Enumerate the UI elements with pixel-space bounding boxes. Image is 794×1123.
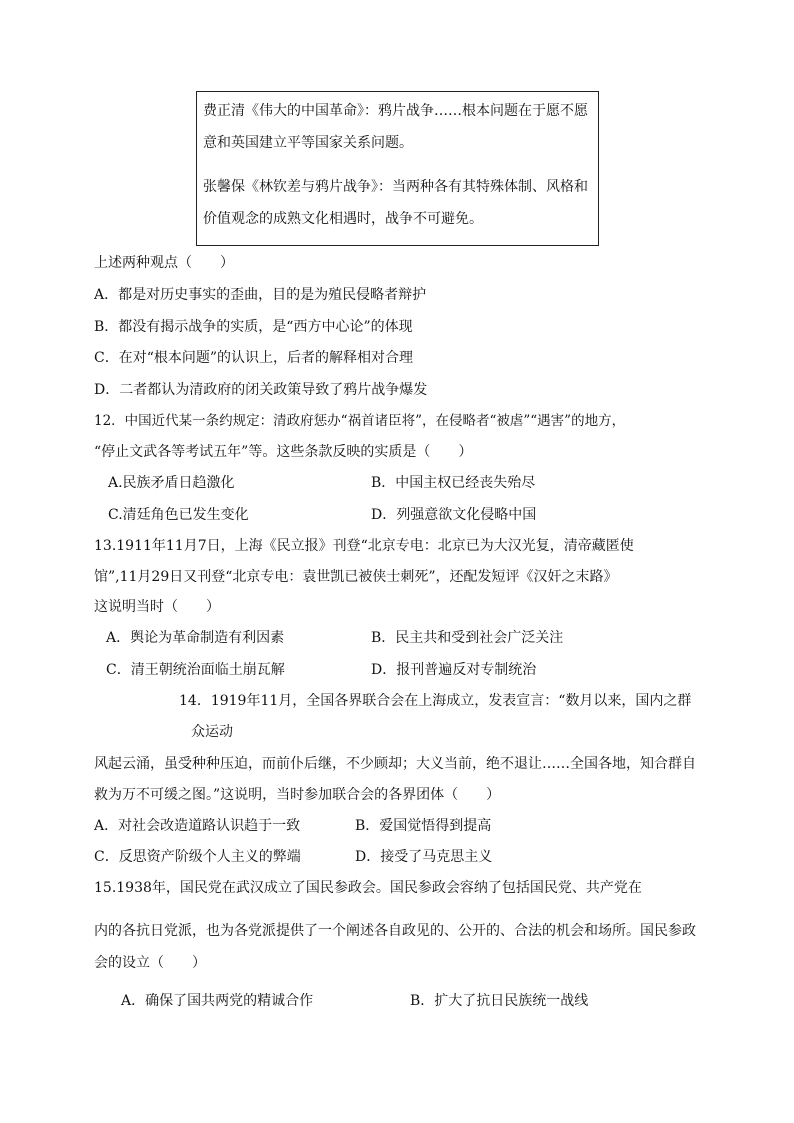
q14-stem-line4: 救为万不可缓之图。”这说明，当时参加联合会的各界团体（ ） <box>94 787 501 803</box>
q13-option-b: B．民主共和受到社会广泛关注 <box>371 630 564 646</box>
q12-stem-line2: “停止文武各等考试五年”等。这些条款反映的实质是（ ） <box>94 444 473 460</box>
q13-stem-line3: 这说明当时（ ） <box>94 599 220 615</box>
q12-option-a: A.民族矛盾日趋激化 <box>108 475 235 491</box>
q14-stem-line3: 风起云涌，虽受种种压迫，而前仆后继，不少顾却；大义当前，绝不退让……全国各地，知合群自 <box>94 756 696 772</box>
q13-stem-line2: 馆”,11月29日又刊登“北京专电：袁世凯已被侠士刺死”，还配发短评《汉奸之末路》 <box>94 569 618 585</box>
q11-option-d: D．二者都认为清政府的闭关政策导致了鸦片战争爆发 <box>94 382 428 398</box>
q15-stem-line1: 15.1938年，国民党在武汉成立了国民参政会。国民参政会容纳了包括国民党、共产党在 <box>94 880 642 896</box>
q14-option-b: B．爱国觉悟得到提高 <box>355 818 492 834</box>
q15-stem-line2: 内的各抗日党派，也为各党派提供了一个阐述各自政见的、公开的、合法的机会和场所。国民参政 <box>94 923 696 939</box>
q12-option-c: C.清廷角色已发生变化 <box>108 507 249 523</box>
zhang-quote-line1: 张馨保《林钦差与鸦片战争》：当两种各有其特殊体制、风格和 <box>203 179 588 195</box>
q13-option-c: C．清王朝统治面临土崩瓦解 <box>106 662 285 678</box>
fairbank-quote-line1: 费正清《伟大的中国革命》：鸦片战争……根本问题在于愿不愿 <box>203 103 588 119</box>
q14-option-d: D．接受了马克思主义 <box>355 849 493 865</box>
q12-stem-line1: 12．中国近代某一条约规定：清政府惩办“祸首诸臣将”，在侵略者“被虐”“遇害”的地方， <box>94 413 626 429</box>
q13-option-d: D．报刊普遍反对专制统治 <box>371 662 537 678</box>
q12-option-d: D．列强意欲文化侵略中国 <box>371 507 537 523</box>
q14-option-a: A．对社会改造道路认识趋于一致 <box>94 818 301 834</box>
q15-option-b: B．扩大了抗日民族统一战线 <box>410 993 589 1009</box>
q11-option-b: B．都没有揭示战争的实质，是“西方中心论”的体现 <box>94 319 413 335</box>
q11-option-a: A．都是对历史事实的歪曲，目的是为殖民侵略者辩护 <box>94 287 427 303</box>
q14-stem-line2: 众运动 <box>191 724 233 740</box>
q13-option-a: A．舆论为革命制造有利因素 <box>106 630 285 646</box>
q11-stem: 上述两种观点（ ） <box>94 255 234 271</box>
zhang-quote-line2: 价值观念的成熟文化相遇时，战争不可避免。 <box>203 211 483 227</box>
q14-stem-line1: 14．1919年11月，全国各界联合会在上海成立，发表宣言：“数月以来，国内之群 <box>179 693 692 709</box>
fairbank-quote-line2: 意和英国建立平等国家关系问题。 <box>203 135 413 151</box>
q11-option-c: C．在对“根本问题”的认识上，后者的解释相对合理 <box>94 350 414 366</box>
q14-option-c: C．反思资产阶级个人主义的弊端 <box>94 849 301 865</box>
q13-stem-line1: 13.1911年11月7日，上海《民立报》刊登“北京专电：北京已为大汉光复，清帝藏匿使 <box>94 538 634 554</box>
q15-option-a: A．确保了国共两党的精诚合作 <box>121 993 314 1009</box>
q12-option-b: B．中国主权已经丧失殆尽 <box>371 475 536 491</box>
q15-stem-line3: 会的设立（ ） <box>94 955 206 971</box>
